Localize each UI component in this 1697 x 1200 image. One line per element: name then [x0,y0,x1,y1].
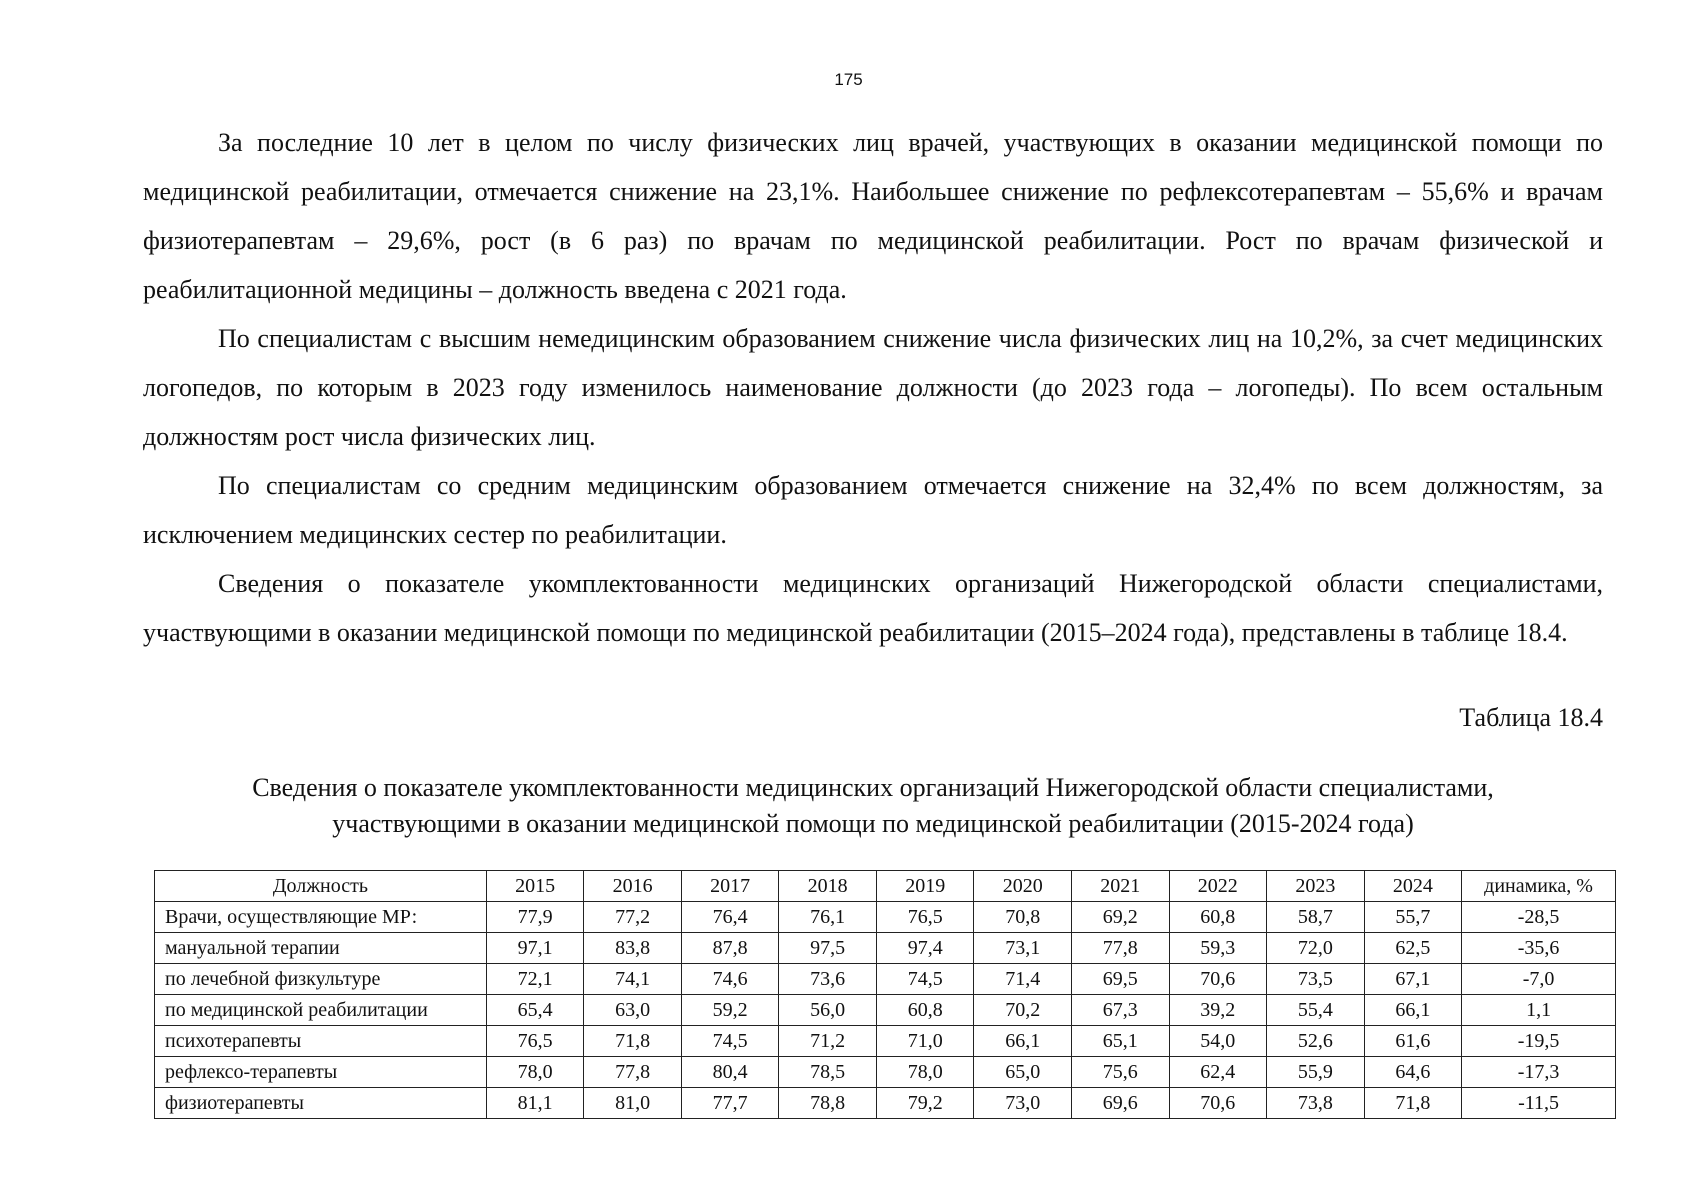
table-cell: 76,4 [681,902,779,933]
row-label: мануальной терапии [155,933,487,964]
table-cell: -35,6 [1462,933,1616,964]
table-cell: 67,1 [1364,964,1462,995]
table-cell: 81,1 [486,1088,584,1119]
paragraph: По специалистам с высшим немедицинским образованием снижение числа физических лиц на 10,2%, за счет медицинских логопедов, по которым в 2023 году изменилось наименование должности (до 2023 года – логопеды). По всем остальным должностям рост числа физических лиц. [143,324,1603,451]
table-cell: 73,5 [1267,964,1365,995]
table-cell: 83,8 [584,933,682,964]
table-cell: 59,2 [681,995,779,1026]
body-text [143,118,1603,657]
table-cell: 97,4 [876,933,974,964]
table-cell: 73,0 [974,1088,1072,1119]
column-header-year: 2016 [584,871,682,902]
table-cell: 74,6 [681,964,779,995]
table-cell: 97,1 [486,933,584,964]
table-cell: 56,0 [779,995,877,1026]
table-cell: 80,4 [681,1057,779,1088]
table-cell: 69,5 [1072,964,1170,995]
table-cell: 65,1 [1072,1026,1170,1057]
table-cell: 72,0 [1267,933,1365,964]
table-cell: 73,6 [779,964,877,995]
row-label: рефлексо-терапевты [155,1057,487,1088]
table-cell: 65,0 [974,1057,1072,1088]
table-cell: 81,0 [584,1088,682,1119]
table-row [155,933,1616,964]
table-cell: 61,6 [1364,1026,1462,1057]
row-label: психотерапевты [155,1026,487,1057]
table-cell: 62,4 [1169,1057,1267,1088]
table-cell: 77,9 [486,902,584,933]
table-cell: 59,3 [1169,933,1267,964]
column-header-year: 2023 [1267,871,1365,902]
table-cell: 66,1 [1364,995,1462,1026]
table-title-line: участвующими в оказании медицинской помощи по медицинской реабилитации (2015-2024 года) [332,809,1414,838]
table-cell: 74,5 [681,1026,779,1057]
table-cell: 70,6 [1169,964,1267,995]
table-cell: 55,9 [1267,1057,1365,1088]
table-cell: 97,5 [779,933,877,964]
table-cell: 73,1 [974,933,1072,964]
column-header-position: Должность [155,871,487,902]
column-header-year: 2019 [876,871,974,902]
table-cell: 52,6 [1267,1026,1365,1057]
table-row [155,902,1616,933]
table-cell: 71,4 [974,964,1072,995]
table-cell: 77,2 [584,902,682,933]
table-cell: 71,8 [584,1026,682,1057]
table-cell: 79,2 [876,1088,974,1119]
column-header-year: 2021 [1072,871,1170,902]
paragraph: Сведения о показателе укомплектованности медицинских организаций Нижегородской области специалистами, участвующими в оказании медицинской помощи по медицинской реабилитации (2015–2024 года), представлены в таблице 18.4. [143,569,1603,647]
column-header-year: 2020 [974,871,1072,902]
table-title-line: Сведения о показателе укомплектованности медицинских организаций Нижегородской области специалистами, [252,773,1494,802]
table-cell: 63,0 [584,995,682,1026]
table-cell: 64,6 [1364,1057,1462,1088]
table-cell: 77,7 [681,1088,779,1119]
table-cell: 77,8 [1072,933,1170,964]
table-cell: 69,6 [1072,1088,1170,1119]
table-cell: 70,8 [974,902,1072,933]
table-cell: 78,0 [876,1057,974,1088]
table-cell: 73,8 [1267,1088,1365,1119]
table-cell: 66,1 [974,1026,1072,1057]
table-cell: 60,8 [876,995,974,1026]
row-label: физиотерапевты [155,1088,487,1119]
table-cell: -7,0 [1462,964,1616,995]
row-label: Врачи, осуществляющие МР: [155,902,487,933]
table-cell: 65,4 [486,995,584,1026]
column-header-year: 2017 [681,871,779,902]
table-cell: 54,0 [1169,1026,1267,1057]
table-cell: -19,5 [1462,1026,1616,1057]
table-row [155,1088,1616,1119]
staffing-table [154,870,1616,1119]
column-header-dynamics: динамика, % [1462,871,1616,902]
table-cell: 70,6 [1169,1088,1267,1119]
table-cell: 71,2 [779,1026,877,1057]
table-cell: 69,2 [1072,902,1170,933]
table-cell: 76,5 [486,1026,584,1057]
table-cell: 70,2 [974,995,1072,1026]
table-cell: 74,5 [876,964,974,995]
table-cell: 39,2 [1169,995,1267,1026]
page-number: 175 [834,70,863,89]
table-row [155,995,1616,1026]
column-header-year: 2024 [1364,871,1462,902]
table-cell: 76,1 [779,902,877,933]
table-cell: -11,5 [1462,1088,1616,1119]
table-cell: 67,3 [1072,995,1170,1026]
table-cell: 55,7 [1364,902,1462,933]
table-cell: 74,1 [584,964,682,995]
paragraph: За последние 10 лет в целом по числу физических лиц врачей, участвующих в оказании медицинской помощи по медицинской реабилитации, отмечается снижение на 23,1%. Наибольшее снижение по рефлексотерапевтам – 55,6% и врачам физиотерапевтам – 29,6%, рост (в 6 раз) по врачам по медицинской реабилитации. Рост по врачам физической и реабилитационной медицины – должность введена с 2021 года. [143,128,1603,304]
table-cell: 1,1 [1462,995,1616,1026]
column-header-year: 2015 [486,871,584,902]
table-cell: 75,6 [1072,1057,1170,1088]
table-cell: 78,8 [779,1088,877,1119]
table-cell: 78,0 [486,1057,584,1088]
table-cell: 71,8 [1364,1088,1462,1119]
table-cell: 60,8 [1169,902,1267,933]
table-header-row [155,871,1616,902]
table-cell: 87,8 [681,933,779,964]
table-cell: 76,5 [876,902,974,933]
row-label: по медицинской реабилитации [155,995,487,1026]
column-header-year: 2018 [779,871,877,902]
table-cell: 62,5 [1364,933,1462,964]
table-row [155,1026,1616,1057]
row-label: по лечебной физкультуре [155,964,487,995]
table-cell: 58,7 [1267,902,1365,933]
table-cell: -17,3 [1462,1057,1616,1088]
table-cell: 78,5 [779,1057,877,1088]
table-body [155,902,1616,1119]
column-header-year: 2022 [1169,871,1267,902]
table-label: Таблица 18.4 [1459,703,1603,732]
table-cell: 71,0 [876,1026,974,1057]
paragraph: По специалистам со средним медицинским образованием отмечается снижение на 32,4% по всем должностям, за исключением медицинских сестер по реабилитации. [143,471,1603,549]
table-cell: 72,1 [486,964,584,995]
table-row [155,964,1616,995]
table-cell: -28,5 [1462,902,1616,933]
table-cell: 77,8 [584,1057,682,1088]
table-title [143,770,1603,842]
table-row [155,1057,1616,1088]
table-cell: 55,4 [1267,995,1365,1026]
